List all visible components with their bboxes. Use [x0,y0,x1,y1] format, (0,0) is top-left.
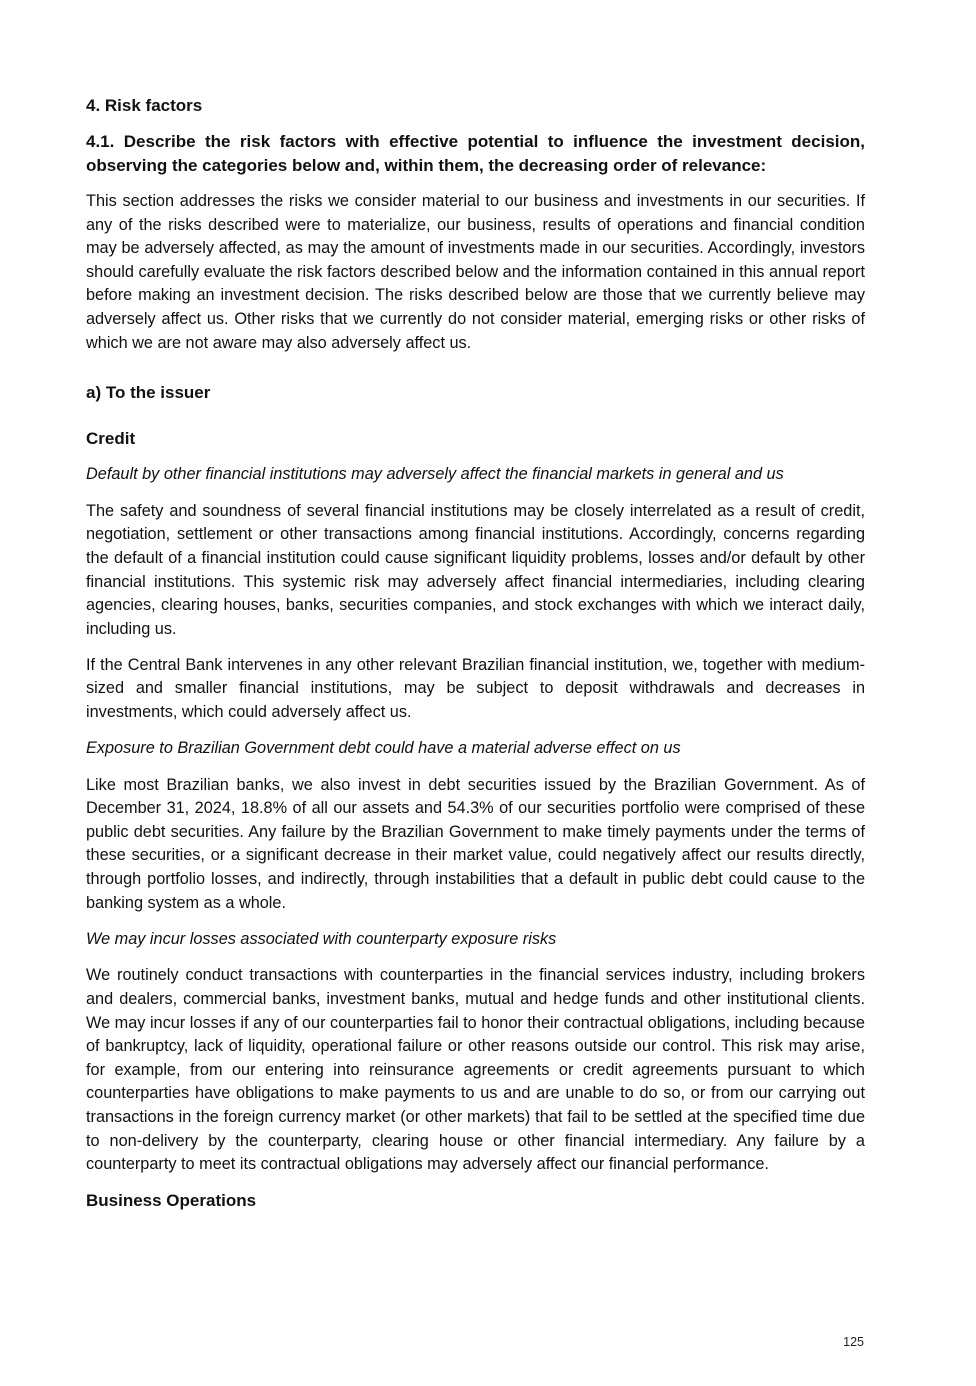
credit-category-heading: Credit [86,429,136,449]
risk-title-government-debt: Exposure to Brazilian Government debt could have a material adverse effect on us [86,739,681,758]
issuer-section-heading: a) To the issuer [86,383,211,403]
page-number: 125 [843,1335,864,1349]
business-operations-heading: Business Operations [86,1191,257,1211]
section-heading: 4. Risk factors [86,96,203,115]
risk-paragraph-default-1: The safety and soundness of several financial institutions may be closely interrelated as a result of credit, negotiation, settlement or other transactions among financial institutions. Accordingly, concerns regarding the default of a financial institution could cause significant liquidity problems, losses and/or default by other financial institutions. This systemic risk may adversely affect financial intermediaries, including clearing agencies, clearing houses, banks, securities companies, and stock exchanges with which we interact daily, including us. [86,501,865,638]
risk-paragraph-default-2: If the Central Bank intervenes in any other relevant Brazilian financial institution, we, together with medium-sized and smaller financial institutions, may be subject to deposit withdrawals and decreases in investments, which could adversely affect us. [86,655,865,721]
risk-paragraph-counterparty: We routinely conduct transactions with counterparties in the financial services industry, including brokers and dealers, commercial banks, investment banks, mutual and hedge funds and other institutional clients. We may incur losses if any of our counterparties fail to honor their contractual obligations, including because of bankruptcy, lack of liquidity, operational failure or other reasons outside our control. This risk may arise, for example, from our entering into reinsurance agreements or credit agreements pursuant to which counterparties have obligations to make payments to us and are unable to do so, or from our carrying out transactions in the foreign currency market (or other markets) that fail to be settled at the specified time due to non-delivery by the counterparty, clearing house or other financial intermediary. Any failure by a counterparty to meet its contractual obligations may adversely affect our financial performance. [86,966,865,1174]
intro-paragraph: This section addresses the risks we consider material to our business and investments in our securities. If any of the risks described were to materialize, our business, results of operations and financial condition may be adversely affected, as may the amount of investments made in our securities. Accordingly, investors should carefully evaluate the risk factors described below and the information contained in this annual report before making an investment decision. The risks described below are those that we currently believe may adversely affect us. Other risks that we currently do not consider material, emerging risks or other risks of which we are not aware may also adversely affect us. [86,192,865,352]
risk-paragraph-government-debt: Like most Brazilian banks, we also invest in debt securities issued by the Brazilian Government. As of December 31, 2024, 18.8% of all our assets and 54.3% of our securities portfolio were comprised of these public debt securities. Any failure by the Brazilian Government to make timely payments under the terms of these securities, or a significant decrease in their market value, could negatively affect our results directly, through portfolio losses, and indirectly, through instabilities that a default in public debt could cause to the banking system as a whole. [86,775,865,912]
section-subheading: 4.1. Describe the risk factors with effective potential to influence the investment decision, observing the categories below and, within them, the decreasing order of relevance: [86,132,865,175]
document-page [86,94,865,1225]
risk-title-counterparty: We may incur losses associated with counterparty exposure risks [86,929,557,948]
risk-title-default: Default by other financial institutions may adversely affect the financial markets in general and us [86,465,784,484]
